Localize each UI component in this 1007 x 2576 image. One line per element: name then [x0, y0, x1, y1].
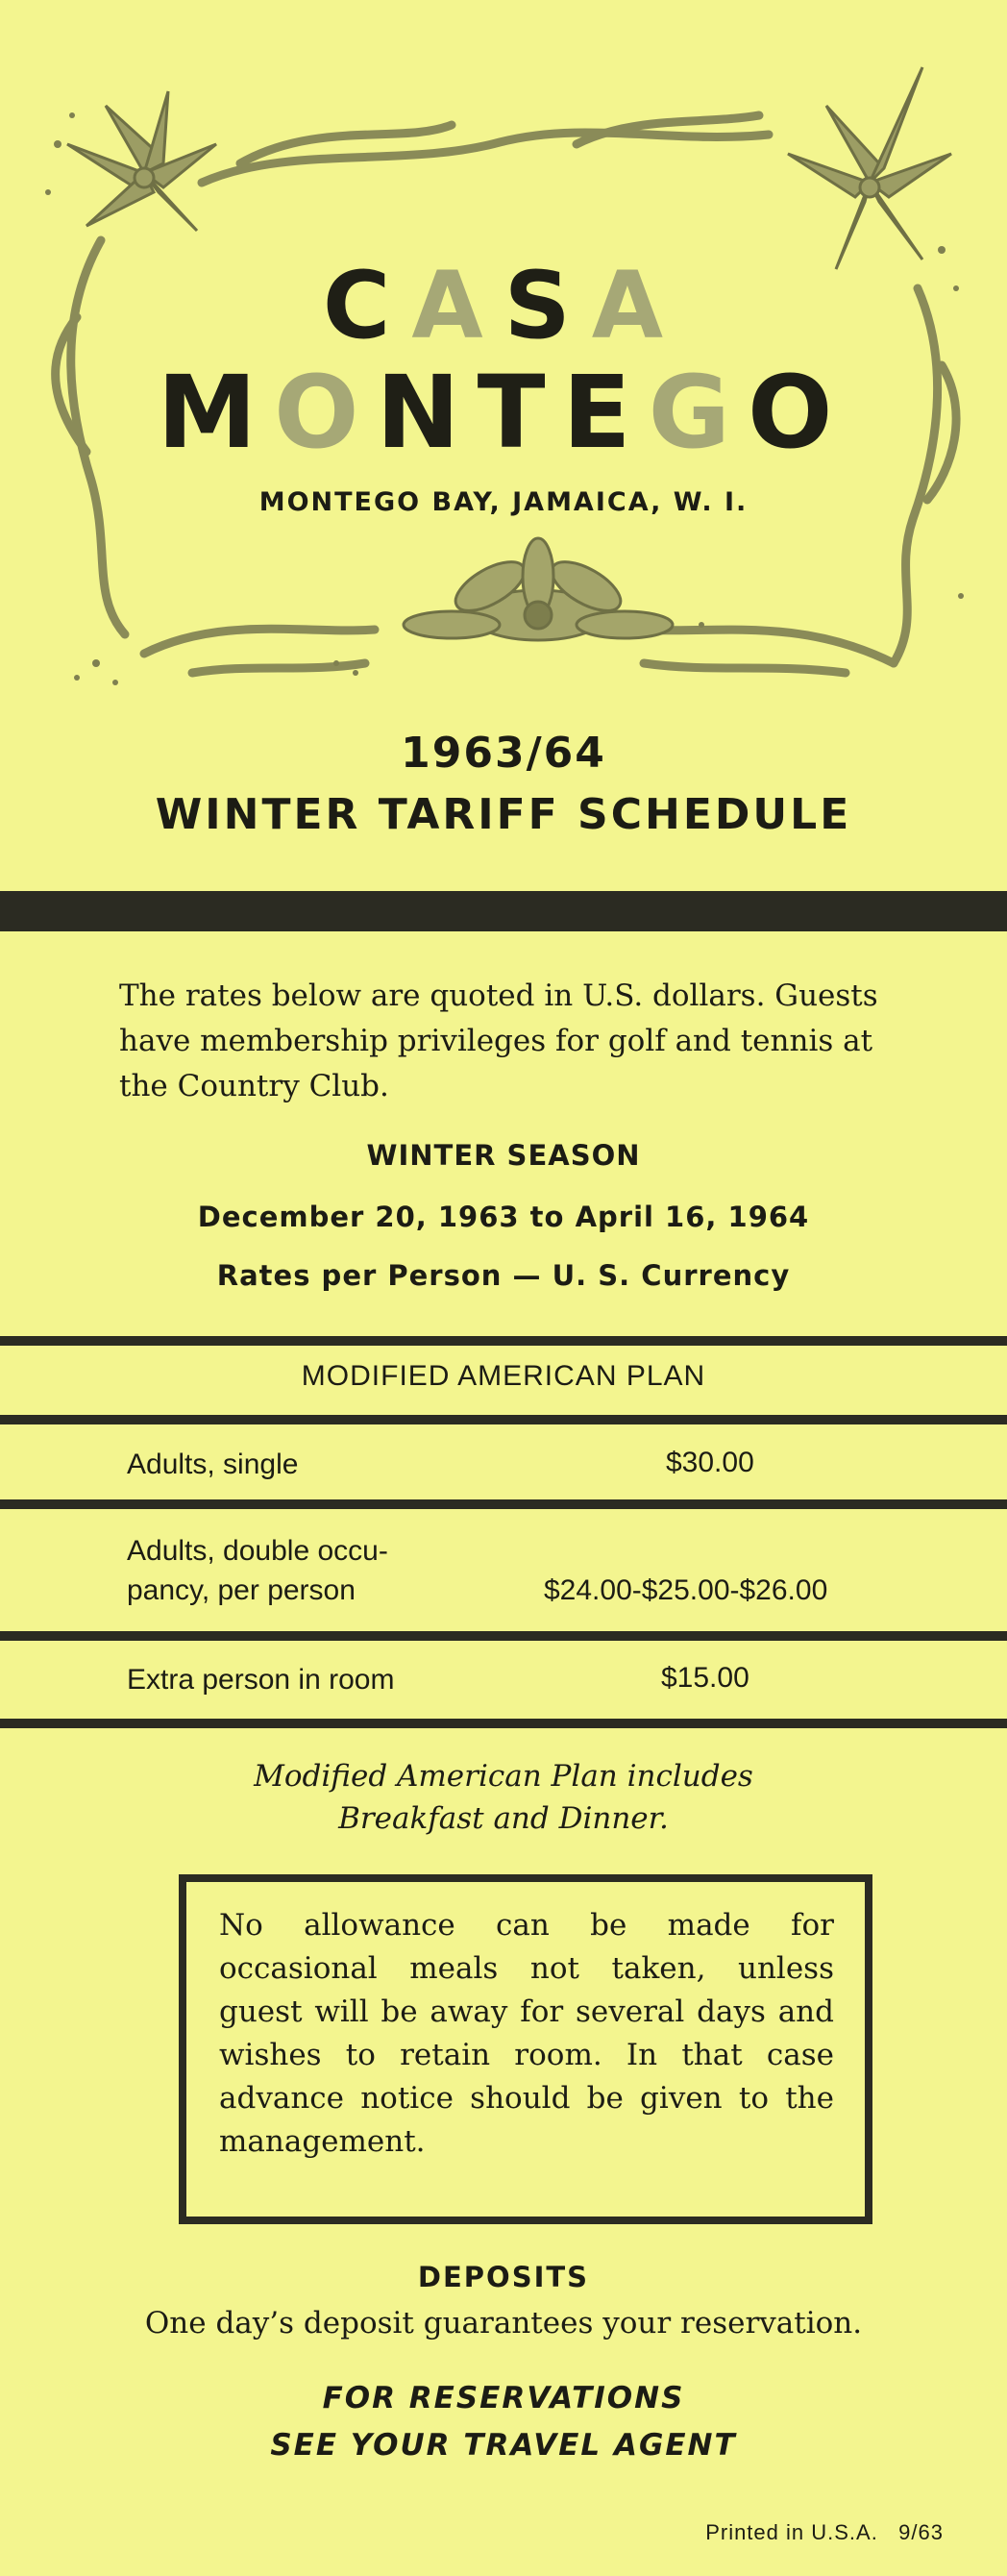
rates-basis: Rates per Person — U. S. Currency	[216, 1259, 791, 1292]
location-subtitle: MONTEGO BAY, JAMAICA, W. I.	[258, 487, 749, 517]
brand-letter: T	[477, 354, 563, 471]
rate-label-extra: Extra person in room	[127, 1664, 395, 1696]
season-label: WINTER SEASON	[366, 1139, 641, 1172]
brand-letter: A	[591, 252, 685, 359]
brand-letter: A	[411, 252, 504, 359]
brand-name-line1	[0, 252, 1007, 359]
rate-label-double-2: pancy, per person	[127, 1574, 356, 1606]
season-dates: December 20, 1963 to April 16, 1964	[197, 1201, 810, 1233]
daisy-flower-icon	[404, 538, 673, 640]
brand-letter: E	[562, 354, 649, 471]
rate-label-double-1: Adults, double occu-	[127, 1535, 388, 1567]
brand-letter: C	[322, 252, 412, 359]
table-rule	[0, 1415, 1007, 1424]
reservations-line2: SEE YOUR TRAVEL AGENT	[270, 2428, 737, 2463]
reservations-line1: FOR RESERVATIONS	[322, 2381, 685, 2415]
rate-label-single: Adults, single	[127, 1449, 299, 1480]
plan-note-line2: Breakfast and Dinner.	[338, 1801, 669, 1836]
print-footer	[705, 2520, 944, 2545]
brand-letter: M	[157, 354, 275, 471]
printed-in: Printed in U.S.A.	[705, 2520, 878, 2544]
brand-letter: G	[648, 354, 748, 471]
plan-note	[0, 1755, 1007, 1840]
lily-flower-icon	[788, 67, 951, 269]
table-rule	[0, 1336, 1007, 1346]
brand-letter: O	[747, 354, 850, 471]
rate-value-extra: $15.00	[661, 1662, 749, 1694]
brand-letter: S	[504, 252, 592, 359]
deposits-text: One day’s deposit guarantees your reservation.	[144, 2306, 863, 2341]
schedule-title: WINTER TARIFF SCHEDULE	[155, 790, 852, 839]
lily-flower-icon	[67, 91, 216, 231]
rate-value-single: $30.00	[666, 1447, 754, 1478]
brand-letter: N	[376, 354, 478, 471]
plan-note-line1: Modified American Plan includes	[254, 1759, 753, 1794]
intro-paragraph: The rates below are quoted in U.S. dollars. Guests have membership privileges for golf and tennis at the Country Club.	[119, 978, 878, 1103]
brand-letter: O	[274, 354, 377, 471]
heavy-divider	[0, 891, 1007, 931]
print-code: 9/63	[898, 2520, 944, 2544]
season-year: 1963/64	[401, 729, 606, 778]
rate-value-double: $24.00-$25.00-$26.00	[544, 1574, 828, 1606]
table-rule	[0, 1719, 1007, 1728]
table-rule	[0, 1631, 1007, 1641]
deposits-heading: DEPOSITS	[417, 2261, 590, 2293]
plan-header: MODIFIED AMERICAN PLAN	[301, 1360, 706, 1392]
notice-text: No allowance can be made for occasional meals not taken, unless guest will be away for several days and wishes to retain room. In that case advance notice should be given to the management.	[219, 1908, 834, 2159]
brand-name-line2	[0, 354, 1007, 471]
table-rule	[0, 1499, 1007, 1509]
